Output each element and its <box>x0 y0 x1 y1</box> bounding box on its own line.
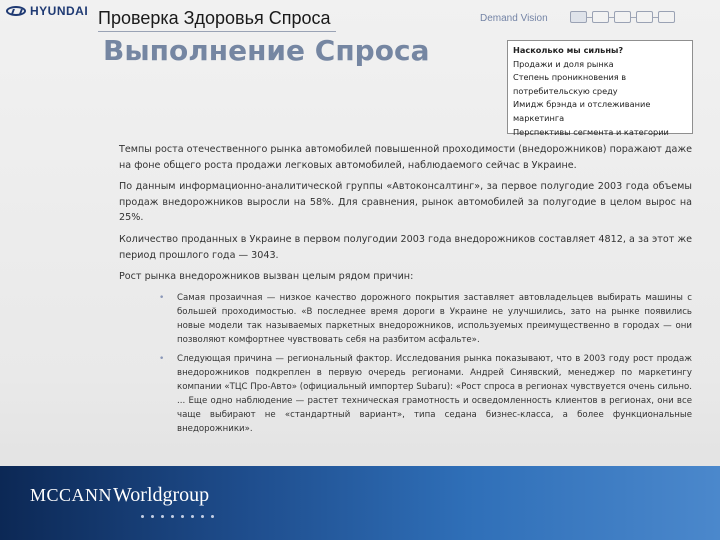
bullet-icon: • <box>159 292 165 303</box>
brand-mccann: MCCANN <box>30 485 113 505</box>
info-item: Имидж брэнда и отслеживание маркетинга <box>513 99 651 123</box>
dot-icon <box>141 515 144 518</box>
dot-icon <box>191 515 194 518</box>
mccann-worldgroup-logo <box>30 484 209 507</box>
bullet-icon: • <box>159 353 165 364</box>
info-question: Насколько мы сильны? <box>513 45 624 55</box>
list-item-text: Самая прозаичная — низкое качество дорожного покрытия заставляет автовладельцев выбирать машины с большей проходимостью. «В последнее время дороги в Украине не улучшились, зато на рынке появились новые модели так называемых паркетных внедорожников, используемых преимущественно в городах — они позволяют комфортнее чувствовать себя на разбитом асфальте». <box>177 292 692 345</box>
hyundai-logo <box>6 5 88 17</box>
step-2 <box>592 11 609 23</box>
header-underline <box>98 31 336 32</box>
info-box <box>507 40 693 137</box>
dot-icon <box>171 515 174 518</box>
step-1 <box>570 11 587 23</box>
footer-band <box>0 466 720 540</box>
footer-dots <box>141 515 214 518</box>
info-item: Продажи и доля рынка <box>513 58 614 69</box>
paragraph: Рост рынка внедорожников вызван целым рядом причин: <box>119 271 414 283</box>
step-4 <box>636 11 653 23</box>
list-item <box>119 291 692 347</box>
paragraph: Темпы роста отечественного рынка автомобилей повышенной проходимости (внедорожников) поражают даже на фоне общего роста продажи легковых автомобилей, наблюдаемого сейчас в Украине. <box>119 144 692 171</box>
reasons-list <box>119 291 692 436</box>
logo-text: HYUNDAI <box>30 4 89 18</box>
header-title: Проверка Здоровья Спроса <box>98 8 331 28</box>
page-title: Выполнение Спроса <box>103 34 430 67</box>
list-item <box>119 352 692 436</box>
step-3 <box>614 11 631 23</box>
dot-icon <box>201 515 204 518</box>
paragraph: По данным информационно-аналитической группы «Автоконсалтинг», за первое полугодие 2003 года объемы продаж внедорожников выросли на 58%. Для сравнения, рынок автомобилей за полугодие в целом вырос на 25%. <box>119 181 692 224</box>
body-text <box>119 142 692 441</box>
info-item: Перспективы сегмента и категории <box>513 126 669 137</box>
dot-icon <box>161 515 164 518</box>
step-5 <box>658 11 675 23</box>
dot-icon <box>181 515 184 518</box>
hyundai-emblem-icon <box>6 6 26 16</box>
paragraph: Количество проданных в Украине в первом полугодии 2003 года внедорожников составляет 4812, а за этот же период прошлого года — 3043. <box>119 233 692 261</box>
demand-vision-label: Demand Vision <box>480 13 548 24</box>
info-item: Степень проникновения в потребительскую среду <box>513 72 627 96</box>
list-item-text: Следующая причина — региональный фактор. Исследования рынка показывают, что в 2003 году рост продаж внедорожников подкреплен в первую очередь регионами. Андрей Синявский, менеджер по маркетингу компании «ТЦС Про-Авто» (официальный импортер Subaru): «Рост спроса в регионах чувствуется очень сильно. ... Еще одно наблюдение — растет техническая грамотность и осведомленность клиентов в регионах, они все чаще выбирают не «стандартный вариант», типа седана бизнес-класса, а более функциональные внедорожники». <box>177 353 692 434</box>
dot-icon <box>151 515 154 518</box>
dot-icon <box>211 515 214 518</box>
brand-worldgroup: Worldgroup <box>113 484 210 506</box>
demand-vision-steps <box>570 11 675 23</box>
